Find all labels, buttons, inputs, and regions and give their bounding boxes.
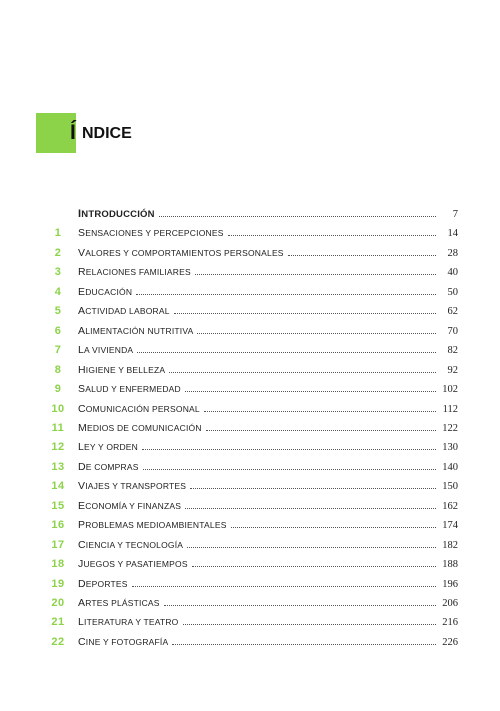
dot-leader	[142, 448, 436, 450]
chapter-number: 2	[54, 246, 62, 259]
chapter-title: ALIMENTACIÓN NUTRITIVA	[78, 324, 194, 337]
dot-leader	[172, 643, 436, 645]
toc-entry[interactable]	[40, 574, 458, 590]
page-number: 102	[442, 384, 458, 396]
toc-entry-introduction[interactable]	[40, 204, 458, 220]
toc-entry[interactable]	[40, 515, 458, 531]
toc-entry[interactable]	[40, 418, 458, 434]
page-number: 62	[447, 306, 458, 318]
chapter-title: VIAJES Y TRANSPORTES	[78, 480, 187, 493]
chapter-number: 17	[51, 538, 65, 551]
toc-entry[interactable]	[40, 282, 458, 298]
toc-entry[interactable]	[40, 612, 458, 628]
chapter-number: 9	[54, 383, 62, 396]
chapter-number: 20	[51, 597, 65, 609]
page-number: 82	[447, 345, 458, 357]
dot-leader	[228, 234, 436, 236]
page-number: 226	[442, 636, 458, 648]
chapter-number: 16	[51, 519, 65, 532]
page-number: 70	[447, 325, 458, 337]
chapter-number: 6	[54, 324, 62, 337]
chapter-title: EDUCACIÓN	[78, 285, 133, 298]
toc-entry[interactable]	[40, 379, 458, 395]
page-number: 162	[442, 500, 458, 512]
title-initial: Í	[70, 121, 76, 144]
page-number: 7	[452, 209, 458, 220]
toc-entry[interactable]	[40, 399, 458, 415]
chapter-title: MEDIOS DE COMUNICACIÓN	[78, 421, 202, 434]
chapter-number: 3	[54, 266, 62, 279]
page-number: 50	[447, 286, 458, 298]
toc-entry[interactable]	[40, 554, 458, 570]
chapter-number: 4	[54, 285, 62, 298]
chapter-title: LEY Y ORDEN	[78, 441, 139, 454]
dot-leader	[137, 351, 436, 353]
page-number: 112	[442, 403, 458, 415]
dot-leader	[169, 371, 436, 373]
toc-entry[interactable]	[40, 262, 458, 278]
page-number: 40	[447, 267, 458, 279]
toc-entry[interactable]	[40, 340, 458, 356]
dot-leader	[174, 312, 436, 314]
page-number: 130	[442, 442, 458, 454]
chapter-number: 7	[54, 344, 62, 357]
chapter-title: INTRODUCCIÓN	[78, 208, 155, 220]
chapter-title: SENSACIONES Y PERCEPCIONES	[78, 227, 224, 240]
toc-entry[interactable]	[40, 223, 458, 239]
chapter-number: 19	[51, 577, 65, 590]
toc-entry[interactable]	[40, 496, 458, 512]
chapter-title: RELACIONES FAMILIARES	[78, 266, 191, 279]
page-number: 182	[442, 539, 458, 551]
toc-entry[interactable]	[40, 437, 458, 453]
dot-leader	[136, 293, 436, 295]
page-number: 122	[442, 422, 458, 434]
dot-leader	[190, 487, 436, 489]
dot-leader	[187, 546, 436, 548]
chapter-number: 12	[51, 441, 65, 454]
dot-leader	[183, 623, 437, 625]
dot-leader	[159, 215, 436, 217]
page-number: 92	[447, 364, 458, 376]
toc-entry[interactable]	[40, 321, 458, 337]
chapter-title: SALUD Y ENFERMEDAD	[78, 383, 181, 396]
chapter-number: 10	[51, 402, 65, 415]
chapter-title: DEPORTES	[78, 577, 128, 590]
chapter-title: DE COMPRAS	[78, 460, 139, 473]
chapter-number: 15	[51, 499, 65, 512]
chapter-title: LITERATURA Y TEATRO	[78, 616, 179, 629]
dot-leader	[164, 604, 436, 606]
chapter-title: LA VIVIENDA	[78, 344, 134, 357]
chapter-number: 14	[51, 480, 65, 493]
toc-entry[interactable]	[40, 360, 458, 376]
chapter-number: 8	[54, 363, 62, 376]
dot-leader	[231, 526, 436, 528]
dot-leader	[192, 565, 436, 567]
chapter-title: ECONOMÍA Y FINANZAS	[78, 499, 182, 512]
page-number: 150	[442, 481, 458, 493]
chapter-number: 5	[54, 305, 62, 318]
chapter-title: COMUNICACIÓN PERSONAL	[78, 402, 200, 415]
chapter-title: VALORES Y COMPORTAMIENTOS PERSONALES	[78, 246, 284, 259]
chapter-title: ARTES PLÁSTICAS	[78, 597, 160, 609]
chapter-number: 11	[51, 421, 65, 434]
dot-leader	[185, 507, 436, 509]
toc-entry[interactable]	[40, 301, 458, 317]
page-number: 14	[447, 228, 458, 240]
page-number: 216	[442, 617, 458, 629]
chapter-title: CIENCIA Y TECNOLOGÍA	[78, 538, 184, 551]
toc-entry[interactable]	[40, 632, 458, 648]
page-number: 140	[442, 461, 458, 473]
page-number: 206	[442, 598, 458, 609]
dot-leader	[185, 390, 436, 392]
page-number: 188	[442, 559, 458, 571]
chapter-number: 1	[54, 227, 62, 240]
chapter-number: 18	[51, 558, 65, 571]
dot-leader	[195, 273, 436, 275]
toc-entry[interactable]	[40, 457, 458, 473]
chapter-title: PROBLEMAS MEDIOAMBIENTALES	[78, 519, 227, 532]
toc-entry[interactable]	[40, 593, 458, 609]
chapter-number: 13	[51, 460, 65, 473]
chapter-number: 21	[51, 616, 65, 629]
dot-leader	[143, 468, 436, 470]
toc-entry[interactable]	[40, 476, 458, 492]
chapter-number: 22	[51, 635, 65, 648]
toc-entry[interactable]	[40, 535, 458, 551]
dot-leader	[132, 585, 436, 587]
chapter-title: HIGIENE Y BELLEZA	[78, 363, 166, 376]
chapter-title: JUEGOS Y PASATIEMPOS	[78, 558, 188, 571]
dot-leader	[204, 410, 436, 412]
dot-leader	[288, 254, 436, 256]
page-number: 28	[447, 247, 458, 259]
page-number: 174	[442, 520, 458, 532]
dot-leader	[197, 332, 436, 334]
toc-entry[interactable]	[40, 243, 458, 259]
chapter-title: CINE Y FOTOGRAFÍA	[78, 635, 169, 648]
title-rest: NDICE	[82, 125, 132, 142]
dot-leader	[206, 429, 436, 431]
page-number: 196	[442, 578, 458, 590]
chapter-title: ACTIVIDAD LABORAL	[78, 305, 170, 318]
